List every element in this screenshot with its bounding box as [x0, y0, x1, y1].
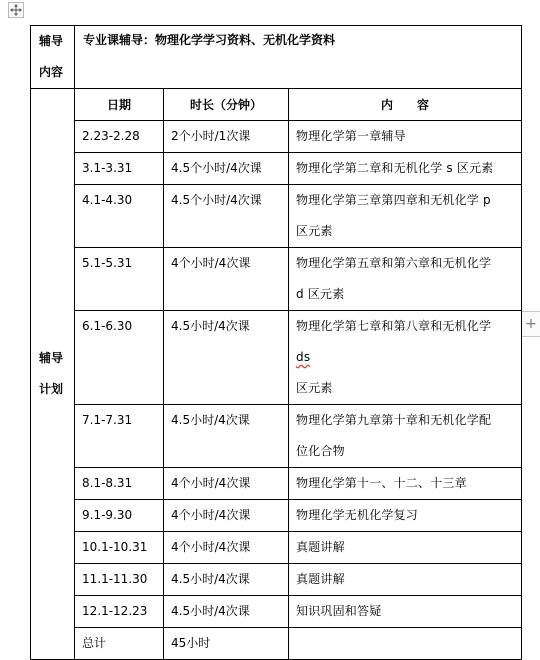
content-text: 物理化学第一章辅导: [296, 129, 406, 143]
content-cell[interactable]: [289, 500, 522, 532]
table-row: [31, 121, 522, 153]
date-cell[interactable]: [75, 468, 164, 500]
content-text-line2-rest: 区元素: [296, 381, 333, 395]
date-text: 5.1-5.31: [82, 256, 133, 270]
duration-cell[interactable]: [164, 564, 289, 596]
move-arrows-icon: [10, 4, 22, 16]
date-text: 12.1-12.23: [82, 604, 148, 618]
total-duration: 45小时: [171, 636, 211, 650]
date-cell[interactable]: [75, 564, 164, 596]
content-cell[interactable]: [289, 468, 522, 500]
table-move-handle[interactable]: [8, 2, 24, 18]
date-cell[interactable]: [75, 311, 164, 405]
date-text: 2.23-2.28: [82, 129, 140, 143]
content-cell[interactable]: [289, 405, 522, 468]
content-text: 物理化学无机化学复习: [296, 508, 419, 522]
plan-label-line2: 计划: [39, 382, 64, 396]
total-duration-cell[interactable]: [164, 628, 289, 660]
table-row: [31, 153, 522, 185]
date-cell[interactable]: [75, 185, 164, 248]
table-row: [31, 564, 522, 596]
date-cell[interactable]: [75, 596, 164, 628]
column-header-row: [31, 89, 522, 121]
duration-cell[interactable]: [164, 121, 289, 153]
table-row: [31, 500, 522, 532]
table-row: [31, 405, 522, 468]
table-row: [31, 248, 522, 311]
duration-text: 4个小时/4次课: [171, 256, 251, 270]
duration-text: 4.5小时/4次课: [171, 319, 250, 333]
date-text: 11.1-11.30: [82, 572, 148, 586]
date-cell[interactable]: [75, 248, 164, 311]
duration-text: 4.5小时/4次课: [171, 413, 250, 427]
duration-text: 4个小时/4次课: [171, 508, 251, 522]
content-cell[interactable]: [289, 185, 522, 248]
table-row: [31, 468, 522, 500]
duration-text: 4个小时/4次课: [171, 540, 251, 554]
duration-cell[interactable]: [164, 153, 289, 185]
date-text: 6.1-6.30: [82, 319, 133, 333]
content-text-line2: d 区元素: [296, 287, 345, 301]
duration-cell[interactable]: [164, 596, 289, 628]
total-label: 总计: [82, 636, 107, 650]
tutoring-plan-table: [30, 25, 522, 660]
duration-text: 4.5小时/4次课: [171, 572, 250, 586]
duration-cell[interactable]: [164, 468, 289, 500]
plan-label-cell: [31, 89, 75, 660]
content-cell[interactable]: [289, 121, 522, 153]
content-cell[interactable]: [289, 311, 522, 405]
content-text: 真题讲解: [296, 572, 345, 586]
total-content-cell[interactable]: [289, 628, 522, 660]
column-header-content: 内 容: [289, 89, 522, 121]
date-text: 10.1-10.31: [82, 540, 148, 554]
content-text-line2: 位化合物: [296, 444, 345, 458]
table-row: [31, 532, 522, 564]
table-row: [31, 596, 522, 628]
content-text: 物理化学第十一、十二、十三章: [296, 476, 467, 490]
content-description-text: 专业课辅导：物理化学学习资料、无机化学资料: [83, 33, 336, 47]
date-cell[interactable]: [75, 532, 164, 564]
content-text-line1: 物理化学第五章和第六章和无机化学: [296, 256, 492, 270]
duration-cell[interactable]: [164, 405, 289, 468]
content-text: 真题讲解: [296, 540, 345, 554]
duration-text: 4.5小时/4次课: [171, 604, 250, 618]
content-row: [31, 26, 522, 89]
duration-text: 2个小时/1次课: [171, 129, 251, 143]
content-cell[interactable]: [289, 596, 522, 628]
duration-cell[interactable]: [164, 311, 289, 405]
date-text: 4.1-4.30: [82, 193, 133, 207]
date-text: 3.1-3.31: [82, 161, 133, 175]
content-label-line2: 内容: [39, 65, 64, 79]
plan-label-line1: 辅导: [39, 351, 64, 365]
duration-text: 4.5个小时/4次课: [171, 161, 262, 175]
content-description[interactable]: [75, 26, 522, 89]
duration-cell[interactable]: [164, 500, 289, 532]
content-text-line2: 区元素: [296, 224, 333, 238]
duration-cell[interactable]: [164, 532, 289, 564]
content-text-line2: [296, 342, 517, 404]
table-row-total: [31, 628, 522, 660]
date-cell[interactable]: [75, 121, 164, 153]
plus-icon: +: [525, 316, 537, 332]
date-cell[interactable]: [75, 153, 164, 185]
content-label-line1: 辅导: [39, 34, 64, 48]
date-cell[interactable]: [75, 405, 164, 468]
content-cell[interactable]: [289, 564, 522, 596]
column-header-date: 日期: [75, 89, 164, 121]
duration-cell[interactable]: [164, 248, 289, 311]
total-label-cell[interactable]: [75, 628, 164, 660]
content-text-line1: 物理化学第三章第四章和无机化学 p: [296, 193, 491, 207]
content-text: 知识巩固和答疑: [296, 604, 382, 618]
date-text: 7.1-7.31: [82, 413, 133, 427]
spellcheck-flagged-word: ds: [296, 350, 311, 364]
table-row: [31, 311, 522, 405]
date-text: 8.1-8.31: [82, 476, 133, 490]
date-text: 9.1-9.30: [82, 508, 133, 522]
content-cell[interactable]: [289, 532, 522, 564]
duration-text: 4.5个小时/4次课: [171, 193, 262, 207]
content-text: 物理化学第二章和无机化学 s 区元素: [296, 161, 494, 175]
content-label-cell: [31, 26, 75, 89]
content-cell[interactable]: [289, 248, 522, 311]
content-cell[interactable]: [289, 153, 522, 185]
add-row-button[interactable]: [521, 311, 540, 337]
date-cell[interactable]: [75, 500, 164, 532]
content-text-line1: 物理化学第七章和第八章和无机化学: [296, 319, 492, 333]
content-text-line1: 物理化学第九章第十章和无机化学配: [296, 413, 492, 427]
duration-text: 4个小时/4次课: [171, 476, 251, 490]
table-row: [31, 185, 522, 248]
column-header-duration: 时长（分钟）: [164, 89, 289, 121]
duration-cell[interactable]: [164, 185, 289, 248]
